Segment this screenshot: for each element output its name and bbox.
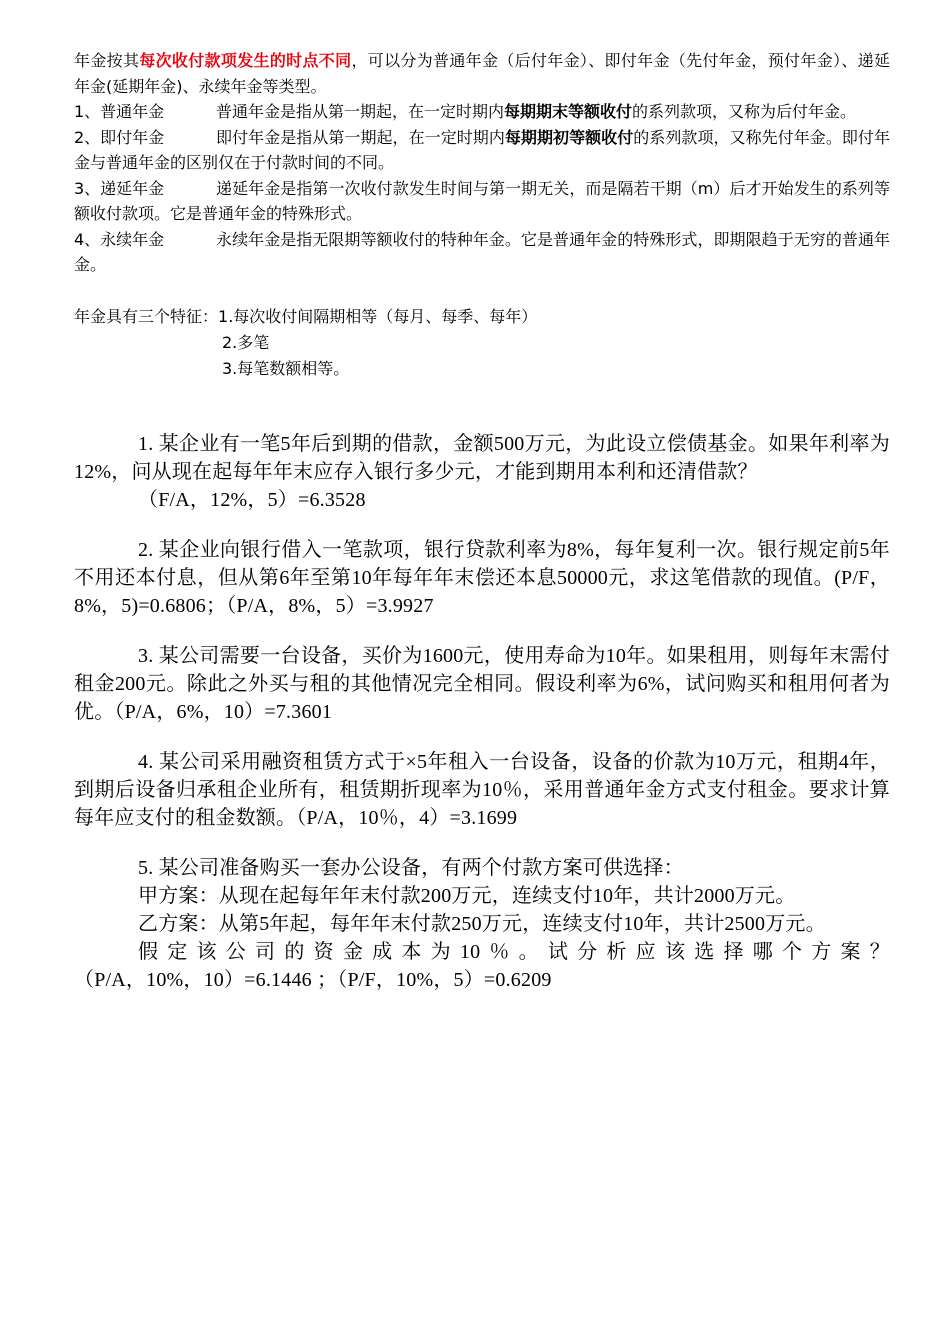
type-desc-bold: 每期期末等额收付 [504, 102, 633, 121]
type-term: 3、递延年金 [74, 178, 165, 198]
plan-b: 乙方案：从第5年起，每年年末付款250万元，连续支付10年，共计2500万元。 [138, 912, 826, 935]
annuity-type-perpetual [74, 227, 890, 278]
problem-2 [74, 536, 890, 620]
problem-5 [74, 854, 890, 994]
problem-4 [74, 748, 890, 832]
type-desc-after: 的系列款项，又称为后付年金。 [632, 102, 857, 121]
type-desc-before: 永续年金是指无限期等额收付的特种年金。它是普通年金的特殊形式，即期限趋于无穷的普通年金。 [74, 229, 890, 274]
exercise-problems [74, 430, 890, 994]
plan-a: 甲方案：从现在起每年年末付款200万元，连续支付10年，共计2000万元。 [138, 884, 796, 907]
problem-factors: （P/A，10%，10）=6.1446 ；（P/F，10%，5）=0.6209 [74, 968, 552, 991]
annuity-type-ordinary [74, 99, 890, 125]
type-desc-before: 普通年金是指从第一期起，在一定时期内 [216, 102, 505, 121]
feature-item: 3.每笔数额相等。 [222, 358, 350, 378]
annuity-features [74, 304, 890, 382]
type-desc-before: 即付年金是指从第一期起，在一定时期内 [216, 127, 505, 147]
problem-1 [74, 430, 890, 514]
problem-question: 假定该公司的资金成本为10％。试分析应该选择哪个方案？ [138, 940, 890, 963]
annuity-intro [74, 48, 890, 278]
feature-item: 1.每次收付间隔期相等（每月、每季、每年） [218, 306, 538, 326]
features-lead: 年金具有三个特征： [74, 306, 219, 326]
feature-item: 2.多笔 [222, 332, 270, 352]
problem-text: 4. 某公司采用融资租赁方式于×5年租入一台设备，设备的价款为10万元，租期4年，到期后设备归承租企业所有，租赁期折现率为10％，采用普通年金方式支付租金。要求计算每年应支付的租金数额。（P/A，10％，4）=3.1699 [74, 750, 890, 829]
feature-row-3 [74, 356, 890, 382]
intro-highlight: 每次收付款项发生的时点不同 [139, 51, 352, 70]
type-desc-after: 的系列款项，又称先付年金。即付年金与普通年金的区别仅在于付款时间的不同。 [74, 127, 890, 172]
type-term: 1、普通年金 [74, 102, 165, 121]
problem-factor: （F/A，12%，5）=6.3528 [138, 488, 366, 511]
feature-row-2 [74, 330, 890, 356]
problem-text: 1. 某企业有一笔5年后到期的借款，金额500万元，为此设立偿债基金。如果年利率为12%，问从现在起每年年末应存入银行多少元，才能到期用本利和还清借款？ [74, 432, 890, 483]
type-term: 2、即付年金 [74, 127, 165, 147]
type-desc-bold: 每期期初等额收付 [504, 127, 634, 147]
document-page [74, 48, 890, 1016]
problem-3 [74, 642, 890, 726]
type-desc-before: 递延年金是指第一次收付款发生时间与第一期无关，而是隔若干期（m）后才开始发生的系列等额收付款项。它是普通年金的特殊形式。 [74, 178, 890, 223]
feature-row-1 [74, 304, 890, 330]
intro-text-after: ，可以分为普通年金（后付年金）、即付年金（先付年金，预付年金）、递延年金(延期年金)、永续年金等类型。 [74, 51, 890, 96]
intro-paragraph [74, 48, 890, 99]
intro-text-before: 年金按其 [74, 51, 140, 70]
type-term: 4、永续年金 [74, 229, 165, 249]
problem-text: 3. 某公司需要一台设备，买价为1600元，使用寿命为10年。如果租用，则每年末需付租金200元。除此之外买与租的其他情况完全相同。假设利率为6%，试问购买和租用何者为优。（P/A，6%，10）=7.3601 [74, 644, 890, 723]
annuity-type-deferred [74, 176, 890, 227]
problem-intro: 5. 某公司准备购买一套办公设备，有两个付款方案可供选择： [138, 856, 684, 879]
annuity-type-due [74, 125, 890, 176]
problem-text: 2. 某企业向银行借入一笔款项，银行贷款利率为8%，每年复利一次。银行规定前5年不用还本付息，但从第6年至第10年每年年末偿还本息50000元，求这笔借款的现值。(P/F，8%，5)=0.6806；（P/A，8%，5）=3.9927 [74, 538, 890, 617]
